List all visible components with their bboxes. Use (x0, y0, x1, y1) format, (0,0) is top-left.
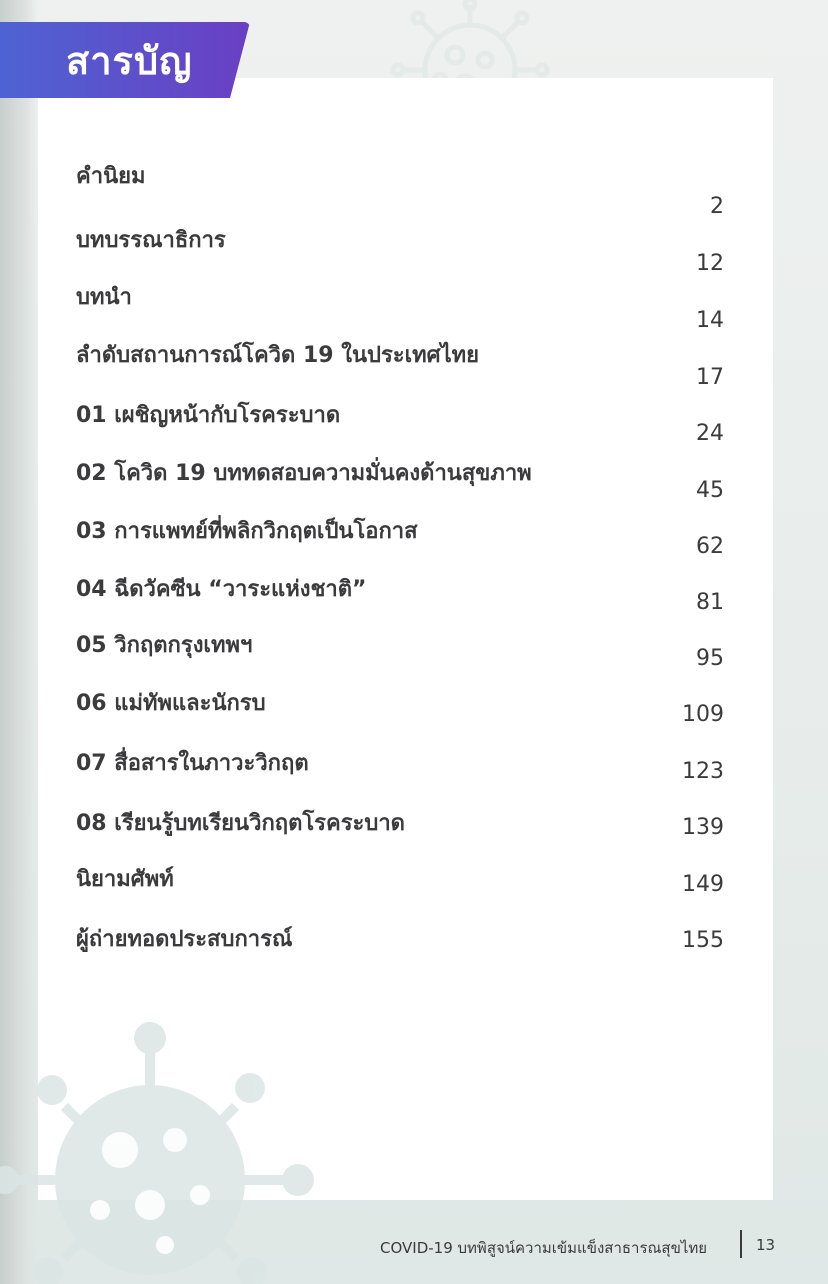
toc-entry-title: บทบรรณาธิการ (76, 228, 226, 253)
toc-entry-page: 14 (696, 308, 724, 333)
toc-entry-page: 12 (696, 251, 724, 276)
toc-entry-title: 03 การแพทย์ที่พลิกวิกฤตเป็นโอกาส (76, 519, 418, 544)
toc-entry-title: 06 แม่ทัพและนักรบ (76, 691, 266, 716)
toc-entry-page: 155 (682, 928, 724, 953)
toc-entry-page: 62 (696, 534, 724, 559)
toc-entry-title: บทนำ (76, 285, 132, 310)
footer-divider (740, 1230, 742, 1258)
toc-entry-title: ลำดับสถานการณ์โควิด 19 ในประเทศไทย (76, 343, 480, 368)
toc-entry-title: 01 เผชิญหน้ากับโรคระบาด (76, 403, 341, 428)
page-title: สารบัญ (66, 39, 193, 83)
toc-entry-page: 95 (696, 646, 724, 671)
toc-entry-title: 07 สื่อสารในภาวะวิกฤต (76, 751, 309, 776)
toc-entry-page: 45 (696, 478, 724, 503)
toc-entry-page: 139 (682, 815, 724, 840)
toc-entry-title: 02 โควิด 19 บททดสอบความมั่นคงด้านสุขภาพ (76, 461, 532, 486)
toc-entry-title: นิยามศัพท์ (76, 867, 174, 892)
toc-entry-page: 17 (696, 365, 724, 390)
toc-entry-page: 2 (710, 194, 724, 219)
toc-entry-page: 24 (696, 421, 724, 446)
toc-entry-page: 109 (682, 702, 724, 727)
toc-entry-title: ผู้ถ่ายทอดประสบการณ์ (76, 927, 293, 952)
toc-entry-title: 05 วิกฤตกรุงเทพฯ (76, 633, 253, 658)
footer-book-title: COVID-19 บทพิสูจน์ความเข้มแข็งสาธารณสุขไทย (380, 1239, 708, 1257)
toc-entry-title: คำนิยม (76, 164, 146, 189)
toc-entry-title: 08 เรียนรู้บทเรียนวิกฤตโรคระบาด (76, 811, 405, 836)
toc-entry-page: 81 (696, 590, 724, 615)
toc-entry-page: 123 (682, 759, 724, 784)
toc-entry-page: 149 (682, 872, 724, 897)
toc-entry-title: 04 ฉีดวัคซีน “วาระแห่งชาติ” (76, 577, 367, 602)
footer-page-number: 13 (756, 1236, 776, 1254)
